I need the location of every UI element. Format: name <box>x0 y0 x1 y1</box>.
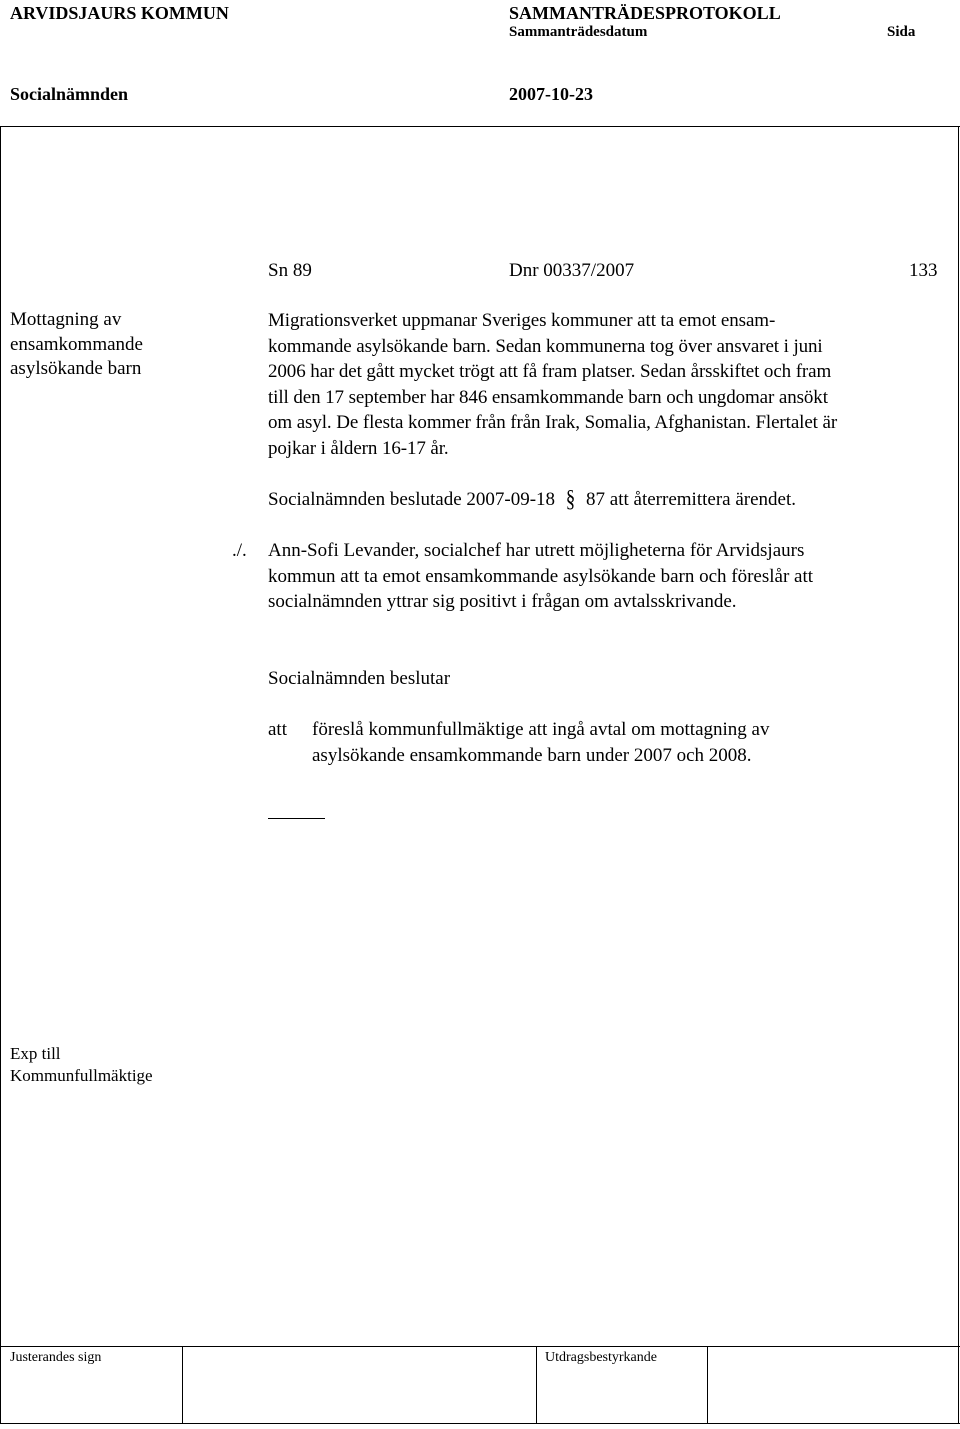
footer-rule <box>0 1346 960 1347</box>
distribution <box>10 1043 153 1087</box>
report-line: Ann-Sofi Levander, socialchef har utrett möjligheterna för Arvidsjaurs <box>268 540 805 561</box>
footer-divider-3 <box>707 1346 708 1424</box>
intro-line: pojkar i åldern 16-17 år. <box>268 437 449 459</box>
intro-paragraph <box>268 308 837 461</box>
document-type: SAMMANTRÄDESPROTOKOLL <box>509 3 781 23</box>
page-label: Sida <box>887 24 916 40</box>
bottom-rule <box>0 1423 960 1424</box>
diary-number: Dnr 00337/2007 <box>509 260 635 281</box>
case-title-line: asylsökande barn <box>10 358 142 379</box>
intro-line: om asyl. De flesta kommer från från Irak, Somalia, Afghanistan. Flertalet är <box>268 412 838 433</box>
decision-heading: Socialnämnden beslutar <box>268 668 451 689</box>
footer-divider-2 <box>536 1346 537 1424</box>
continuation-marker: ./. <box>232 540 247 561</box>
case-title-line: Mottagning av <box>10 309 122 330</box>
header-rule <box>0 126 960 127</box>
report-paragraph <box>268 538 813 615</box>
intro-line: 2006 har det gått mycket trögt att få fram platser. Sedan årsskiftet och fram <box>268 361 832 382</box>
intro-line: till den 17 september har 846 ensamkommande barn och ungdomar ansökt <box>268 386 828 408</box>
section-symbol: § <box>565 485 576 514</box>
distribution-line: Exp till <box>10 1044 61 1063</box>
org-name: ARVIDSJAURS KOMMUN <box>10 3 229 23</box>
case-title-line: ensamkommande <box>10 333 143 355</box>
intro-line: Migrationsverket uppmanar Sveriges kommuner att ta emot ensam- <box>268 310 776 331</box>
section-number: Sn 89 <box>268 260 312 281</box>
utdragsbestyrkande-label: Utdragsbestyrkande <box>545 1350 657 1365</box>
distribution-line: Kommunfullmäktige <box>10 1066 153 1085</box>
meeting-date-label: Sammanträdesdatum <box>509 24 648 40</box>
footer-divider-1 <box>182 1346 183 1424</box>
left-border <box>0 126 1 1424</box>
decision-paragraph <box>312 717 769 768</box>
decision-line: föreslå kommunfullmäktige att ingå avtal om mottagning av <box>312 719 770 740</box>
decision-line: asylsökande ensamkommande barn under 2007 och 2008. <box>312 744 752 766</box>
decision-att: att <box>268 719 287 740</box>
right-border <box>958 126 959 1424</box>
previous-decision-text: Socialnämnden beslutade 2007-09-18 <box>268 489 556 510</box>
committee-name: Socialnämnden <box>10 84 129 104</box>
previous-decision-text: 87 att återremittera ärendet. <box>586 489 796 510</box>
report-line: kommun att ta emot ensamkommande asylsökande barn och föreslår att <box>268 565 814 587</box>
case-title <box>10 308 143 382</box>
end-rule <box>268 818 325 819</box>
justerandes-sign-label: Justerandes sign <box>10 1350 102 1365</box>
previous-decision <box>268 487 796 512</box>
page-number: 133 <box>909 260 938 281</box>
report-line: socialnämnden yttrar sig positivt i frågan om avtalsskrivande. <box>268 591 737 612</box>
intro-line: kommande asylsökande barn. Sedan kommunerna tog över ansvaret i juni <box>268 335 823 357</box>
meeting-date: 2007-10-23 <box>509 84 593 104</box>
